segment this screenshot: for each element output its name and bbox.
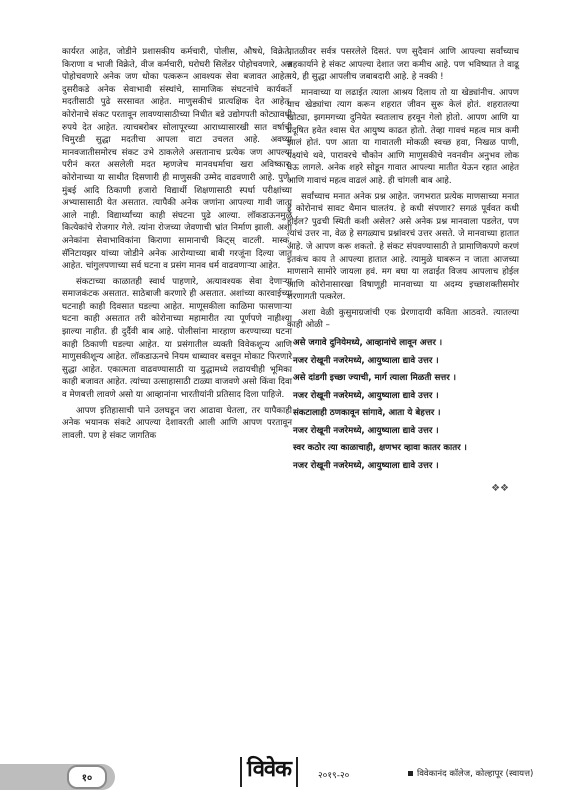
- poem-line: नजर रोखूनी नजरेमध्ये, आयुष्याला द्यावे उत्तर ।: [293, 355, 439, 366]
- square-bullet-icon: [408, 771, 413, 776]
- poem-line: संकटालाही ठणकावून सांगावे, आता ये बेहत्तर ।: [293, 408, 441, 419]
- right-column: [287, 46, 519, 496]
- right-paragraph-4: अशा वेळी कुसुमाग्रजांची एक प्रेरणादायी कविता आठवते. त्यातल्या काही ओळी –: [287, 307, 519, 331]
- right-paragraph-1: पातळीवर सर्वत्र पसरलेले दिसतं. पण सुदैवानं आणि आपल्या सर्वांच्याच सहकार्याने हे संकट आपल्या देशात जरा कमीच आहे. पण भविष्यात ते वाढू नये, ही सुद्धा आपलीच जबाबदारी आहे. हे नक्की !: [287, 47, 519, 83]
- poem-line: नजर रोखूनी नजरेमध्ये, आयुष्याला द्यावे उत्तर ।: [293, 390, 439, 401]
- poem-line: असे जगावे दुनियेमध्ये, आव्हानांचे लावून अत्तर ।: [293, 338, 443, 349]
- college-label: विवेकानंद कॉलेज, कोल्हापूर (स्वायत्त): [417, 769, 534, 779]
- right-paragraph-2: मानवाच्या या लढाईत त्याला आश्रय दिलाय तो या खेड्यांनीच. आपण याच खेड्यांचा त्याग करून शहरात जीवन सुरू केलं होतं. शहरातल्या खोट्या, झगमगच्या दुनियेत स्वतःलाच हरवून गेलो होतो. आपण आणि या प्रदूषित हवेत श्वास घेत आयुष्य काढत होतो. तेव्हा गावचं महत्व मात्र कमी झालं होतं. पण आता या गावातली मोकळी स्वच्छ हवा, निखळ पाणी, पक्ष्यांचे थवे, पारावरचे चौकोन आणि माणुसकीचे नवनवीन अनुभव लोक घेऊ लागले. अनेक शहरे सोडून गावात आपल्या मातीत येऊन रहात आहेत आणि गावाचं महत्व वाढलं आहे. ही चांगली बाब आहे.: [287, 87, 519, 186]
- left-paragraph-2: संकटाच्या काळातही स्वार्थ पाहणारे, अत्यावश्यक सेवा देणाऱ्या समाजकंटक असतात. साठेबाजी करणारे ही असतात. अशांच्या कारवाईच्या घटनाही काही दिवसात घडल्या आहेत. माणूसकीला काळिमा फासणाऱ्या घटना काही असतात तरी कोरोनाच्या महामारीत त्या पूर्णपणे नाहीश्या झाल्या नाहीत. ही दुर्दैवी बाब आहे. पोलीसांना मारहाण करण्याच्या घटना काही ठिकाणी घडल्या आहेत. या प्रसंगातील व्यक्ती विवेकशून्य आणि माणुसकीशून्य आहेत. लॉकडाऊनचे नियम धाब्यावर बसवून मोकाट फिरणारे सुद्धा आहेत. एकात्मता वाढवण्यासाठी या युद्धामध्ये लढायचीही भूमिका काही बजावत आहेत. त्यांच्या उत्साहासाठी टाळ्या वाजवणे असो किंवा दिवा व मेणबत्ती लावणे असो या आव्हानांना भारतीयांनी प्रतिसाद दिला पाहिजे.: [62, 276, 292, 401]
- left-column: [62, 46, 292, 445]
- poem-line: नजर रोखूनी नजरेमध्ये, आयुष्याला द्यावे उत्तर ।: [293, 425, 439, 436]
- poem: [293, 335, 519, 475]
- end-ornament-icon: ❖❖: [491, 483, 509, 495]
- left-paragraph-1: कार्यरत आहेत, जोडीने प्रशासकीय कर्मचारी, पोलीस, औषधे, विक्रेते, किराणा व भाजी विक्रेते, वीज कर्मचारी, घरोघरी सिलेंडर पोहोचवणारे, अन्न पोहोचवणारे अनेक जण धोका पत्करून आवश्यक सेवा बजावत आहेत. दुसरीकडे अनेक सेवाभावी संस्थांचे, सामाजिक संघटनांचे कार्यकर्ते मदतीसाठी पुढे सरसावत आहेत. माणुसकीचं प्रात्यक्षिक देत आहेत. कोरोनाचे संकट परतावून लावण्यासाठीच्या निधीत बडे उद्योगपती कोट्यावधी रुपये देत आहेत. त्याचबरोबर सोलापूरच्या आराध्यासारखी सात वर्षाची चिमुरडी सुद्धा मदतीचा आपला वाटा उचलत आहे. अवघ्या मानवजातीसमोरच संकट उभे ठाकलेले असतानाच प्रत्येक जण आपल्या परीनं करत असलेली मदत म्हणजेच मानवधर्माचा खरा अविष्कार. कोरोनाच्या या साथीत दिसणारी ही माणुसकी उम्मेद वाढवणारी आहे. पुणे, मुंबई आदि ठिकाणी हजारो विद्यार्थी शिक्षणासाठी स्पर्धा परीक्षांच्या अभ्यासासाठी येत असतात. त्यापैकी अनेक जणांना आपल्या गावी जाता आले नाही. विद्यार्थ्यांच्या काही संघटना पुढे आल्या. लॉकडाऊनमुळे कित्येकांचे रोजगार गेले. त्यांना रोजच्या जेवणाची भ्रांत निर्माण झाली. अशा अनेकांना सेवाभाविकांना किराणा सामानाची किट्स् वाटली. मास्क, सॅनिटायझर यांच्या जोडीने अनेक आरोग्याच्या बाबी गरजूंना दिल्या जात आहेत. चांगुलपणाच्या सर्व घटना व प्रसंग मानव धर्म वाढवणाऱ्या आहेत.: [62, 47, 292, 272]
- left-paragraph-3: आपण इतिहासाची पाने उलघडून जरा आढावा घेतला, तर यापैकाही अनेक भयानक संकटे आपल्या देशावरती आली आणि आपण परतावून लावली. पण हे संकट जागतिक: [62, 405, 292, 441]
- issue-year: २०१९-२०: [318, 771, 350, 781]
- page-number: १०: [67, 765, 107, 789]
- right-paragraph-3: सर्वांच्याच मनात अनेक प्रश्न आहेत. जगभरात प्रत्येक माणसाच्या मनात हे कोरोनाचं सावट थैमान घालतंय. हे कधी संपणार? सगळं पूर्ववत कधी होईल? पुढची स्थिती कशी असेल? असे अनेक प्रश्न मानवाला पडलेत, पण त्यांचं उत्तर ना, वेळ हे सगळ्याच प्रश्नांवरचं उत्तर असते. जे मानवाच्या हातात आहे. जे आपण करू शकतो. हे संकट संपवण्यासाठी ते प्रामाणिकपणे करणं इतकंच काय ते आपल्या हातात आहे. त्यामुळे घाबरून न जाता आजच्या माणसाने सामोरे जायला हवं. मग बघा या लढाईत विजय आपलाच होईल आणि कोरोनासारखा विषाणूही मानवाच्या या अदम्य इच्छाशक्तीसमोर शरणागती पत्करेल.: [287, 191, 519, 303]
- magazine-logo: विवेक: [247, 753, 291, 783]
- poem-line: असे दांडगी इच्छा ज्याची, मार्ग त्याला मिळती सत्तर ।: [293, 373, 456, 384]
- college-name: [408, 768, 533, 779]
- page-footer: [0, 747, 580, 800]
- poem-line: नजर रोखूनी नजरेमध्ये, आयुष्याला द्यावे उत्तर ।: [293, 460, 439, 471]
- page-number-badge: [0, 764, 115, 790]
- poem-line: स्वर कठोर त्या काळाचाही, क्षणभर व्हावा कातर कातर ।: [293, 443, 467, 454]
